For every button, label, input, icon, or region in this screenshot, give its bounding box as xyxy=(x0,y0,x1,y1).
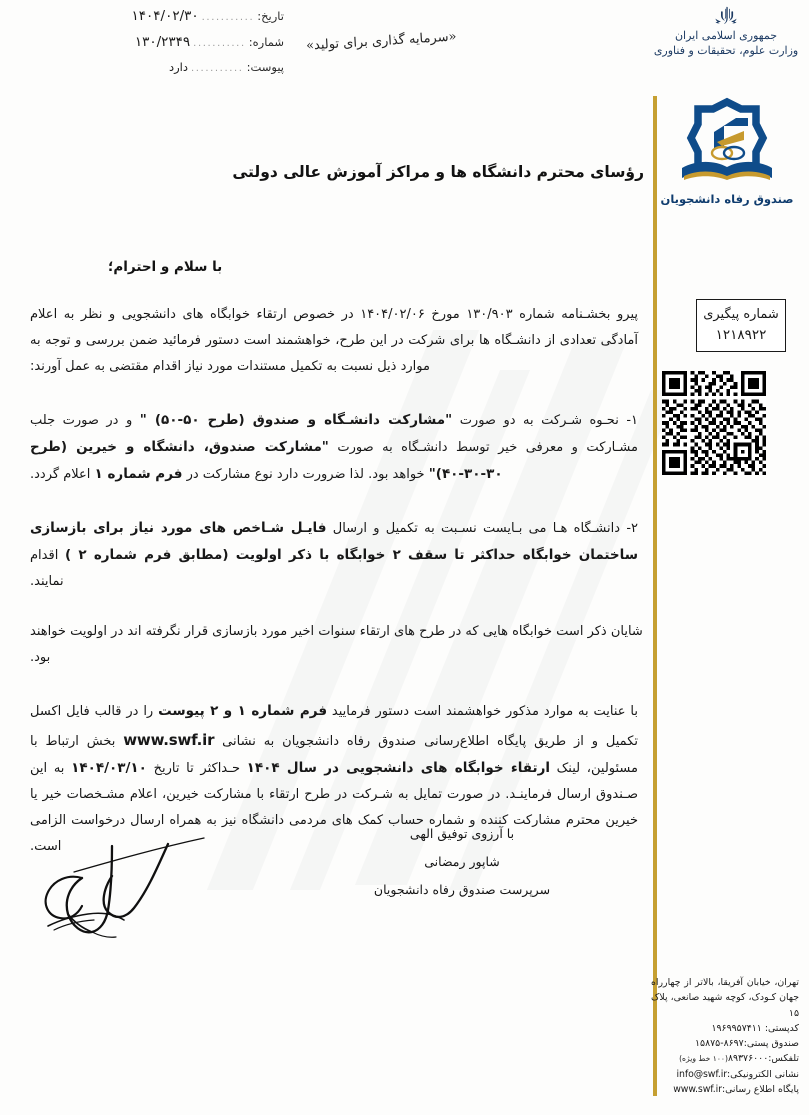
footer-email xyxy=(651,1067,799,1082)
closing-part-2: را در قالب فایل اکسل تکمیل و از طریق پایگاه اطلاع‌رسانی صندوق رفاه دانشجویان به نشانی xyxy=(30,704,638,749)
fund-logo-caption: صندوق رفاه دانشجویان xyxy=(660,192,794,206)
salutation: با سلام و احترام؛ xyxy=(108,259,223,275)
closing-part-3: بخش ارتباط با مسئولین، لینک xyxy=(30,734,638,776)
website-url[interactable]: www.swf.ir xyxy=(123,731,215,749)
closing-part-1: با عنایت به موارد مذکور خواهشمند است دستور فرمایید xyxy=(327,704,638,719)
qr-code[interactable] xyxy=(662,371,766,475)
closing-part-5: به این صـندوق ارسال فرماینـد. در صورت تمایل به شـرکت در طرح ارتقاء با مشارکت خیرین، اعلام مشـخصات خیر یا خیرین محترم مشارکت کننده و شماره حساب کمک های مردمی دانشگاه نیز به همراه ارسال درخواست الزامی است. xyxy=(30,761,638,854)
ministry-line-2: وزارت علوم، تحقیقات و فناوری xyxy=(653,43,799,57)
item2-prefix: ۲- دانشـگاه هـا می بـایست نسـبت به تکمیل و ارسال xyxy=(326,521,638,536)
footer-postal-code xyxy=(651,1021,799,1036)
item2-suffix: اقدام نمایند. xyxy=(30,548,65,589)
postal-code-value: ۱۹۶۹۹۵۷۴۱۱ xyxy=(711,1022,762,1034)
footer-po-box xyxy=(651,1036,799,1051)
date-value: ۱۴۰۴/۰۲/۳۰ xyxy=(131,8,199,24)
ministry-line-1: جمهوری اسلامی ایران xyxy=(674,29,778,42)
student-welfare-fund-logo-icon xyxy=(678,96,776,186)
item2-bold-1: فایـل شـاخص های مورد نیاز برای بازسازی ساختمان خوابگاه حداکثر تا سقف ۲ خوابگاه با ذکر اولویت (مطابق فرم شماره ۲ ) xyxy=(30,520,638,563)
postal-code-label: کدپستی: xyxy=(764,1022,799,1034)
signature-greeting: با آرزوی توفیق الهی xyxy=(409,826,515,841)
footer-phone xyxy=(651,1051,799,1066)
phone-note: (۱۰۰ خط ویژه) xyxy=(679,1054,728,1064)
item1-suffix: خواهد بود. لذا ضرورت دارد نوع مشارکت در xyxy=(182,467,429,482)
footer-website-value[interactable]: www.swf.ir xyxy=(673,1083,722,1095)
date-dots: ........... xyxy=(201,12,255,23)
number-dots: ........... xyxy=(193,38,246,49)
attachment-value: دارد xyxy=(169,60,188,74)
paragraph-intro: پیرو بخشـنامه شماره ۱۳۰/۹۰۳ مورخ ۱۴۰۴/۰۲/۰۶ در خصوص ارتقاء خوابگاه های دانشجویی و نظر به اعلام آمادگی تعدادی از دانشـگاه ها برای شرکت در این طرح، خواهشمند است دستور فرمائید ضمن بررسی و توجه به موارد ذیل نسبت به تکمیل مستندات مورد نیاز اقدام مقتضی به عمل آورند: xyxy=(30,307,638,374)
website-label: پایگاه اطلاع رسانی: xyxy=(721,1083,799,1095)
letter-body xyxy=(24,0,644,860)
paragraph-note: شایان ذکر است خوابگاه هایی که در طرح های ارتقاء سنوات اخیر مورد بازسازی قرار نگرفته اند در اولویت خواهند بود. xyxy=(30,624,643,665)
signature-name: شاپور رمضانی xyxy=(424,854,500,870)
paragraph-item-2 xyxy=(24,515,644,595)
tracking-number-label: شماره پیگیری xyxy=(703,307,779,322)
iran-emblem-icon xyxy=(713,6,739,28)
item1-bold-1: "مشارکت دانشـگاه و صندوق (طرح ۵۰-۵۰) " xyxy=(139,412,453,428)
closing-bold-forms: فرم شماره ۱ و ۲ پیوست xyxy=(158,703,328,719)
qr-code-icon xyxy=(662,371,766,475)
email-value[interactable]: info@swf.ir xyxy=(676,1068,727,1080)
year-slogan: «سرمایه گذاری برای تولید» xyxy=(305,29,457,54)
phone-value: ۸۹۳۷۶۰۰۰ xyxy=(727,1053,769,1065)
tracking-number-value: ۱۲۱۸۹۲۲ xyxy=(715,326,767,343)
po-box-value: ۱۵۸۷۵-۸۶۹۷ xyxy=(695,1038,744,1050)
ministry-header xyxy=(651,6,801,59)
closing-deadline-date: ۱۴۰۴/۰۳/۱۰ xyxy=(71,760,147,776)
email-label: نشانی الکترونیکی: xyxy=(727,1068,799,1080)
date-label: تاریخ: xyxy=(257,9,284,23)
paragraph-item-1 xyxy=(24,407,644,488)
gold-divider xyxy=(653,96,657,1096)
item1-middle: و در صورت جلب مشـارکت و معرفی خیر توسط دانشـگاه به صورت xyxy=(30,413,638,455)
tracking-number-box xyxy=(696,299,786,352)
item1-bold-2: "مشارکت صندوق، دانشگاه و خیرین (طرح ۳۰-۳۰-۴۰)" xyxy=(30,439,503,482)
footer-address: تهران، خیابان آفریقا، بالاتر از چهارراه جهان کـودک، کوچه شهید صانعی، پلاک ۱۵ xyxy=(651,977,799,1019)
number-value: ۱۳۰/۲۳۴۹ xyxy=(134,34,191,50)
attachment-label: پیوست: xyxy=(246,60,284,74)
signature-title: سرپرست صندوق رفاه دانشجویان xyxy=(373,882,551,898)
number-label: شماره: xyxy=(248,35,284,49)
fund-logo xyxy=(657,96,797,206)
phone-label: تلفکس: xyxy=(768,1053,799,1065)
attachment-dots: ........... xyxy=(191,63,244,74)
addressee-line: رؤسای محترم دانشگاه ها و مراکز آموزش عالی دولتی xyxy=(232,163,644,181)
closing-bold-link: ارتقاء خوابگاه های دانشجویی در سال ۱۴۰۴ xyxy=(246,760,550,776)
signature-block xyxy=(347,820,577,904)
item1-prefix: ۱- نحـوه شـرکت به دو صورت xyxy=(452,413,638,428)
po-box-label: صندوق پستی: xyxy=(743,1038,799,1050)
closing-part-4: حـداکثر تا تاریخ xyxy=(146,761,247,776)
footer-website xyxy=(651,1082,799,1097)
footer-contact xyxy=(651,975,799,1097)
item1-tail: اعلام گردد. xyxy=(30,467,95,482)
item1-bold-3: فرم شماره ۱ xyxy=(94,466,183,482)
